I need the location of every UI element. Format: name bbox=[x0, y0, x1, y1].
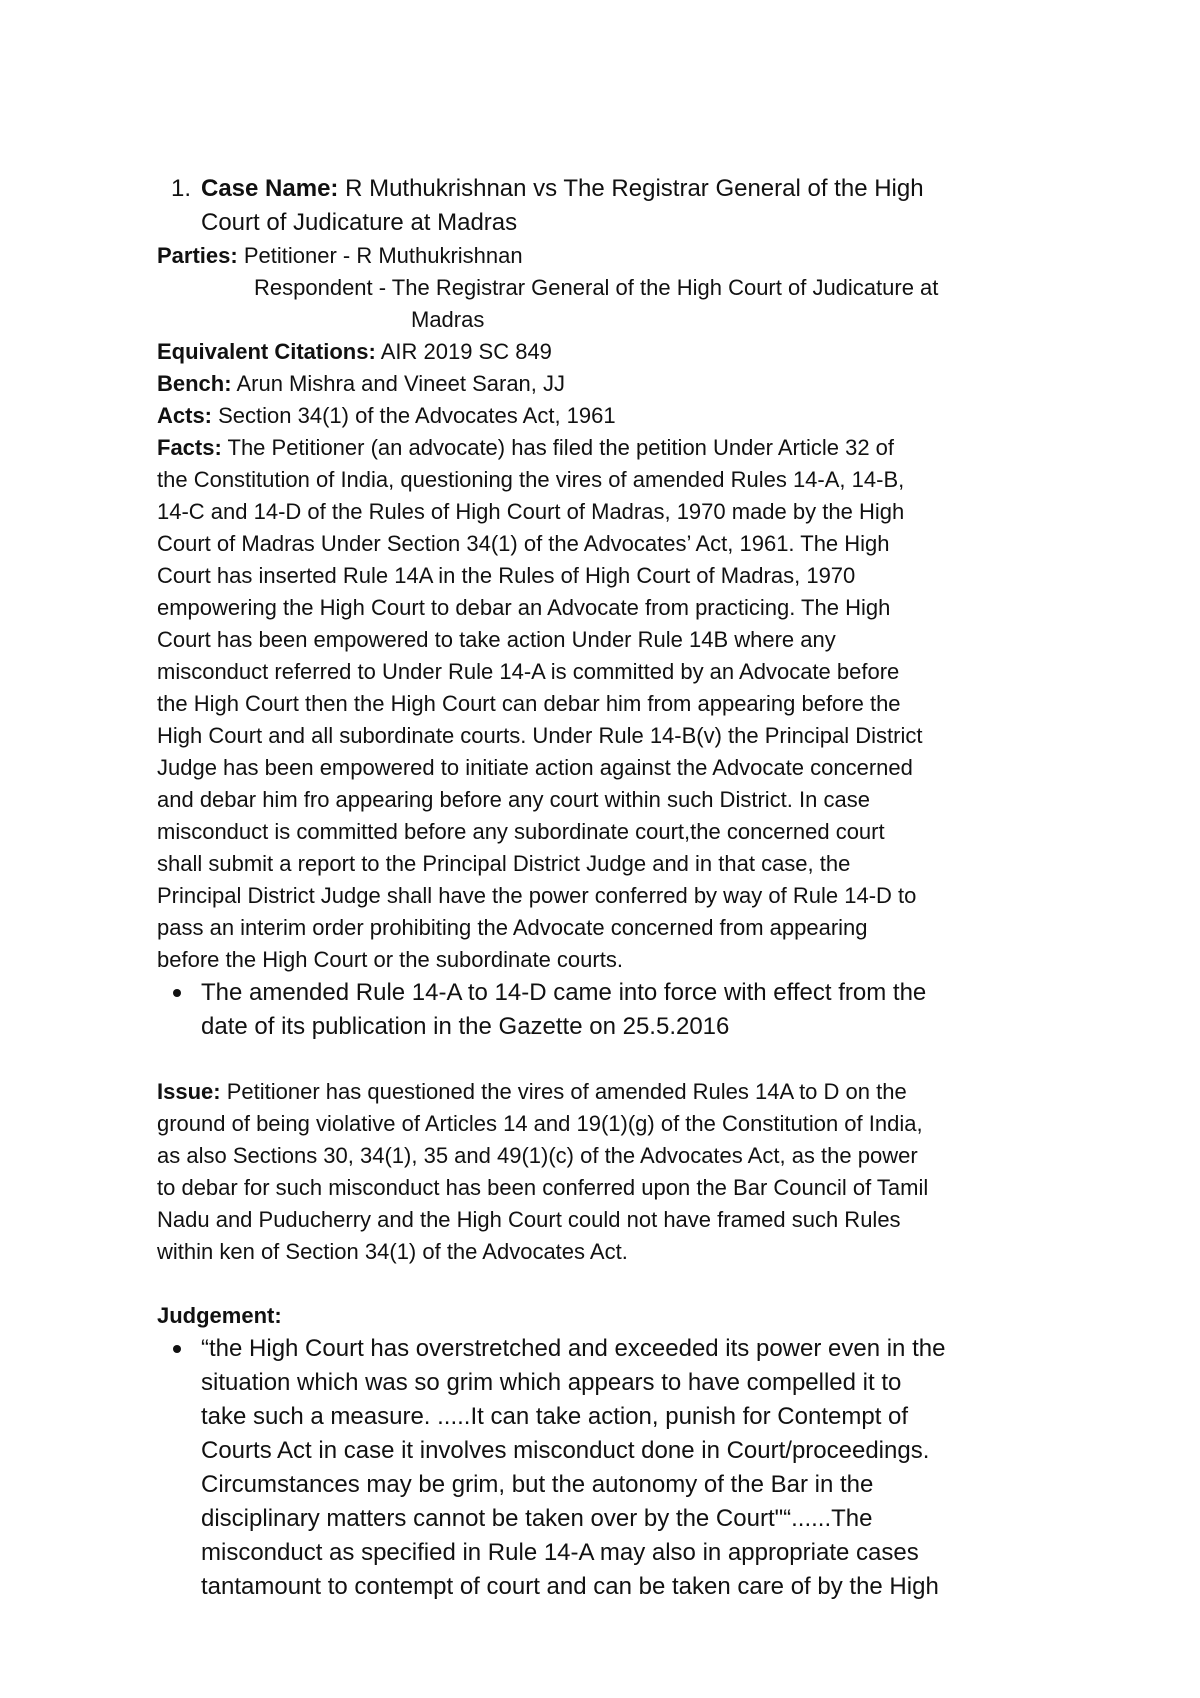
judgement-text-line: tantamount to contempt of court and can be taken care of by the High bbox=[201, 1573, 939, 1600]
issue-line bbox=[157, 1076, 1057, 1108]
facts-text-line: and debar him fro appearing before any court within such District. In case bbox=[157, 787, 870, 812]
facts-text-line: pass an interim order prohibiting the Advocate concerned from appearing bbox=[157, 915, 868, 940]
citations-value: AIR 2019 SC 849 bbox=[375, 339, 552, 364]
petitioner-text: Petitioner - R Muthukrishnan bbox=[237, 243, 523, 268]
issue-body bbox=[157, 1108, 1057, 1268]
respondent-line: Respondent - The Registrar General of the High Court of Judicature at bbox=[254, 275, 939, 300]
judgement-text-line: misconduct as specified in Rule 14-A may also in appropriate cases bbox=[201, 1539, 919, 1566]
case-name-continuation bbox=[157, 206, 1057, 240]
judgement-text-line: situation which was so grim which appears to have compelled it to bbox=[201, 1369, 902, 1396]
bench-label: Bench: bbox=[157, 371, 232, 396]
facts-text-line: the High Court then the High Court can debar him from appearing before the bbox=[157, 691, 901, 716]
judgement-heading bbox=[157, 1300, 1057, 1332]
facts-bullet bbox=[157, 976, 1057, 1010]
issue-text-line: within ken of Section 34(1) of the Advocates Act. bbox=[157, 1239, 628, 1264]
case-name-value: R Muthukrishnan vs The Registrar General of the High bbox=[338, 175, 924, 202]
facts-text-line: shall submit a report to the Principal District Judge and in that case, the bbox=[157, 851, 851, 876]
facts-bullet-text-2: date of its publication in the Gazette on 25.5.2016 bbox=[201, 1013, 730, 1040]
citations-label: Equivalent Citations: bbox=[157, 339, 376, 364]
issue-first-line: Petitioner has questioned the vires of amended Rules 14A to D on the bbox=[220, 1079, 907, 1104]
list-number: 1. bbox=[171, 175, 192, 202]
case-brief bbox=[157, 172, 1057, 1604]
facts-bullet-text: The amended Rule 14-A to 14-D came into force with effect from the bbox=[201, 979, 927, 1006]
judgement-bullet bbox=[157, 1332, 1057, 1604]
case-name-value-line2: Court of Judicature at Madras bbox=[201, 209, 518, 236]
issue-text-line: as also Sections 30, 34(1), 35 and 49(1)(c) of the Advocates Act, as the power bbox=[157, 1143, 918, 1168]
acts-value: Section 34(1) of the Advocates Act, 1961 bbox=[212, 403, 616, 428]
facts-text-line: Judge has been empowered to initiate action against the Advocate concerned bbox=[157, 755, 913, 780]
facts-text-line: 14-C and 14-D of the Rules of High Court of Madras, 1970 made by the High bbox=[157, 499, 905, 524]
facts-bullet-continuation bbox=[157, 1010, 1057, 1044]
facts-text-line: empowering the High Court to debar an Advocate from practicing. The High bbox=[157, 595, 891, 620]
facts-text-line: the Constitution of India, questioning the vires of amended Rules 14-A, 14-B, bbox=[157, 467, 905, 492]
facts-text-line: Court of Madras Under Section 34(1) of the Advocates’ Act, 1961. The High bbox=[157, 531, 890, 556]
case-name-label: Case Name: bbox=[201, 175, 339, 202]
facts-first-line: The Petitioner (an advocate) has filed the petition Under Article 32 of bbox=[221, 435, 895, 460]
bullet-icon bbox=[173, 989, 181, 997]
parties-label: Parties: bbox=[157, 243, 238, 268]
respondent-line-2: Madras bbox=[411, 307, 485, 332]
judgement-text-line: disciplinary matters cannot be taken over by the Court"“......The bbox=[201, 1505, 873, 1532]
facts-text-line: misconduct is committed before any subordinate court,the concerned court bbox=[157, 819, 885, 844]
citations-line bbox=[157, 336, 1057, 368]
spacer bbox=[157, 1268, 1057, 1300]
facts-text-line: Court has been empowered to take action Under Rule 14B where any bbox=[157, 627, 836, 652]
bench-line bbox=[157, 368, 1057, 400]
bullet-icon bbox=[173, 1345, 181, 1353]
facts-line bbox=[157, 432, 1057, 464]
judgement-text-line: Circumstances may be grim, but the autonomy of the Bar in the bbox=[201, 1471, 874, 1498]
facts-text-line: misconduct referred to Under Rule 14-A is committed by an Advocate before bbox=[157, 659, 900, 684]
facts-text-line: Principal District Judge shall have the power conferred by way of Rule 14-D to bbox=[157, 883, 917, 908]
issue-text-line: to debar for such misconduct has been conferred upon the Bar Council of Tamil bbox=[157, 1175, 929, 1200]
issue-text-line: Nadu and Puducherry and the High Court could not have framed such Rules bbox=[157, 1207, 901, 1232]
judgement-text-line: take such a measure. .....It can take action, punish for Contempt of bbox=[201, 1403, 909, 1430]
facts-body bbox=[157, 464, 1057, 976]
facts-text-line: High Court and all subordinate courts. Under Rule 14-B(v) the Principal District bbox=[157, 723, 923, 748]
judgement-text-line: Courts Act in case it involves misconduct done in Court/proceedings. bbox=[201, 1437, 930, 1464]
acts-line bbox=[157, 400, 1057, 432]
facts-text-line: Court has inserted Rule 14A in the Rules of High Court of Madras, 1970 bbox=[157, 563, 856, 588]
judgement-label: Judgement: bbox=[157, 1303, 282, 1328]
acts-label: Acts: bbox=[157, 403, 213, 428]
judgement-text-line: “the High Court has overstretched and exceeded its power even in the bbox=[201, 1335, 946, 1362]
issue-label: Issue: bbox=[157, 1079, 221, 1104]
parties-line bbox=[157, 240, 1057, 272]
issue-text-line: ground of being violative of Articles 14 and 19(1)(g) of the Constitution of India, bbox=[157, 1111, 923, 1136]
bench-value: Arun Mishra and Vineet Saran, JJ bbox=[231, 371, 566, 396]
facts-text-line: before the High Court or the subordinate courts. bbox=[157, 947, 623, 972]
facts-label: Facts: bbox=[157, 435, 222, 460]
case-name-item bbox=[157, 172, 1057, 206]
spacer bbox=[157, 1044, 1057, 1076]
